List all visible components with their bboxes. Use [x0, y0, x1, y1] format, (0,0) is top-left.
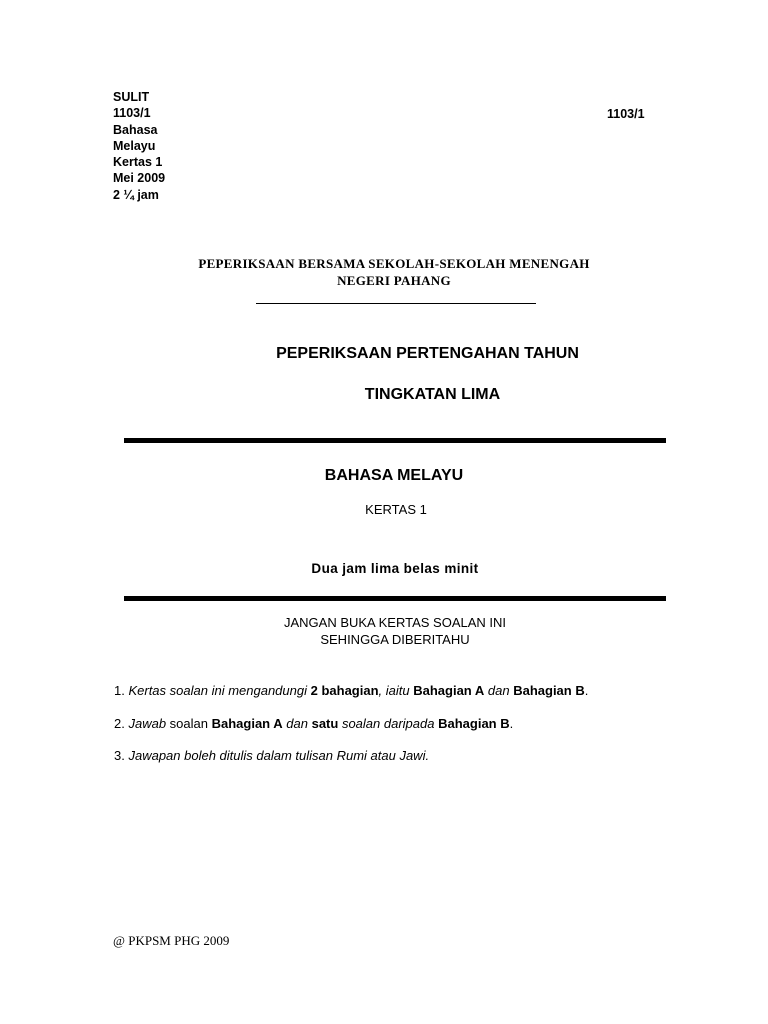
header-meta	[113, 89, 165, 203]
instruction-text: Kertas soalan ini mengandungi	[128, 683, 307, 698]
instruction-1	[114, 683, 588, 698]
paper-label: Kertas 1	[113, 155, 163, 170]
instruction-emphasis: Bahagian A	[413, 683, 485, 698]
exam-date: Mei 2009	[113, 171, 166, 186]
organizer-divider	[256, 303, 536, 304]
section-divider-top	[124, 438, 666, 443]
warning-line-1: JANGAN BUKA KERTAS SOALAN INI	[283, 615, 507, 630]
organizer-line-1: PEPERIKSAAN BERSAMA SEKOLAH-SEKOLAH MENENGAH	[198, 256, 590, 271]
instruction-text: soalan daripada	[341, 716, 435, 731]
paper-title: KERTAS 1	[365, 502, 427, 517]
copyright-footer: @ PKPSM PHG 2009	[113, 933, 230, 948]
instruction-text: , iaitu	[378, 683, 410, 698]
classification-label: SULIT	[113, 90, 150, 104]
instruction-text: .	[584, 683, 589, 698]
instruction-text: .	[509, 716, 514, 731]
organizer-line-2: NEGERI PAHANG	[337, 273, 451, 288]
instruction-text: Jawapan boleh ditulis dalam tulisan Rumi atau Jawi.	[128, 748, 430, 763]
duration-text: Dua jam lima belas minit	[311, 561, 479, 576]
instruction-emphasis: Bahagian B	[438, 716, 510, 731]
instruction-emphasis: Bahagian A	[211, 716, 283, 731]
instruction-emphasis: Bahagian B	[513, 683, 585, 698]
form-title: TINGKATAN LIMA	[364, 386, 501, 403]
instruction-emphasis: satu	[311, 716, 339, 731]
subject-title: BAHASA MELAYU	[324, 467, 464, 484]
instruction-number: 3.	[114, 748, 125, 763]
paper-code-right: 1103/1	[607, 107, 645, 121]
exam-title: PEPERIKSAAN PERTENGAHAN TAHUN	[276, 345, 579, 362]
warning-line-2: SEHINGGA DIBERITAHU	[320, 632, 470, 647]
instruction-emphasis: 2 bahagian	[310, 683, 379, 698]
instruction-text: Jawab	[128, 716, 167, 731]
instruction-text: soalan	[169, 716, 208, 731]
section-divider-bottom	[124, 596, 666, 601]
subject-line-1: Bahasa	[113, 122, 158, 137]
instruction-text: dan	[286, 716, 308, 731]
instruction-3	[114, 748, 429, 763]
subject-line-2: Melayu	[113, 138, 156, 153]
exam-duration: 2 ¼ jam	[113, 187, 159, 202]
instruction-2	[114, 716, 513, 731]
instruction-number: 1.	[114, 683, 125, 698]
paper-code-left: 1103/1	[113, 106, 151, 121]
instruction-text: dan	[487, 683, 510, 698]
instruction-number: 2.	[114, 716, 125, 731]
